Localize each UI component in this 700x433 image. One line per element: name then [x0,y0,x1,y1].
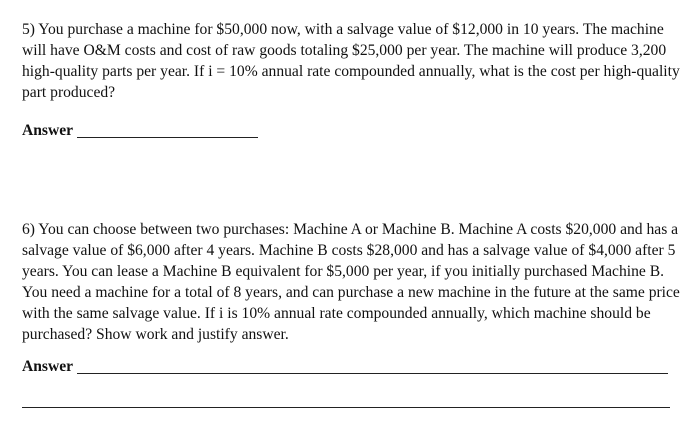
problem-6-answer-row [22,358,668,376]
problem-5-answer-label: Answer [22,122,74,139]
problem-6-answer-blank-continued[interactable] [22,407,670,408]
problem-6-text: 6) You can choose between two purchases: Machine A or Machine B. Machine A costs $20,000 and has a salvage value of $6,000 after 4 years. Machine B costs $28,000 and has a salvage value of $4,000 after 5 years. You can lease a Machine B equivalent for $5,000 per year, if you initially purchased Machine B. You need a machine for a total of 8 years, and can purchase a new machine in the future at the same price with the same salvage value. If i is 10% annual rate compounded annually, which machine should be purchased? Show work and justify answer. [22,221,680,343]
problem-6-answer-blank[interactable] [77,373,668,374]
problem-5-answer-blank[interactable] [77,137,258,138]
problem-5-text: 5) You purchase a machine for $50,000 now, with a salvage value of $12,000 in 10 years. The machine will have O&M costs and cost of raw goods totaling $25,000 per year. The machine will produce 3,200 high-quality parts per year. If i = 10% annual rate compounded annually, what is the cost per high-quality part produced? [22,21,680,101]
problem-5-answer-row [22,122,258,140]
problem-6-answer-label: Answer [22,358,74,375]
